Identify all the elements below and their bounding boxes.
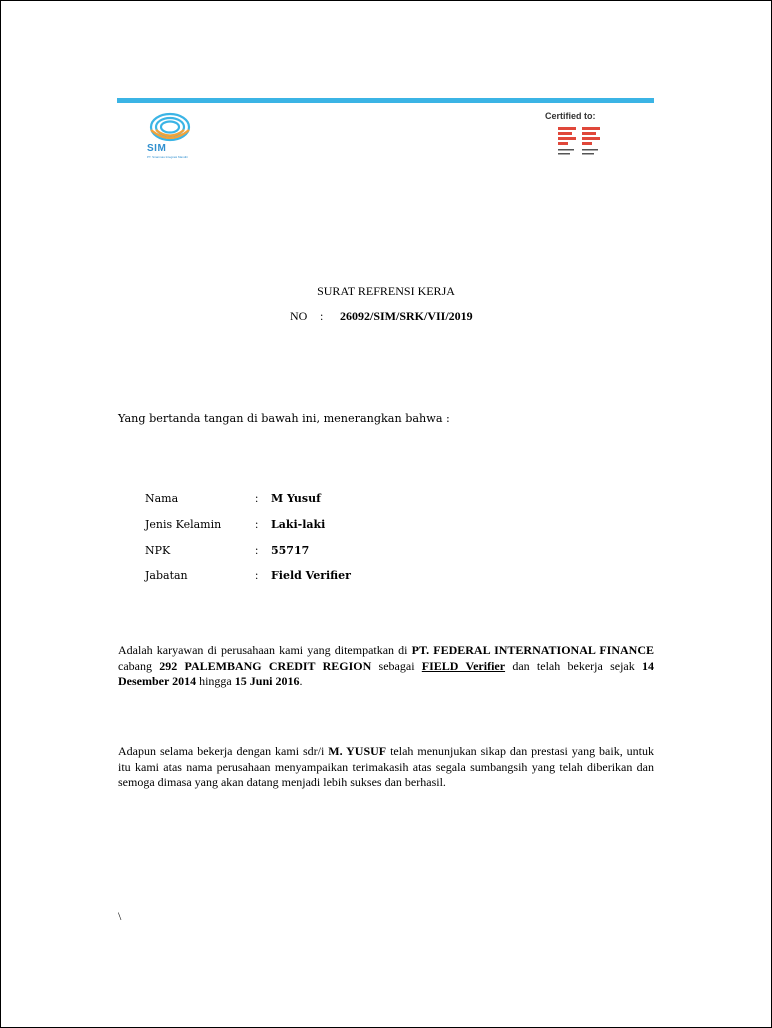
branch-name: 292 PALEMBANG CREDIT REGION: [159, 658, 372, 673]
number-label: NO: [290, 309, 308, 323]
field-nama: [145, 491, 321, 506]
logo-subtext: PT. Sinarmas Integrasi Mandiri: [147, 155, 188, 159]
p1-text: dan telah bekerja sejak: [505, 658, 642, 673]
p2-text: Adapun selama bekerja dengan kami sdr/i: [118, 744, 329, 758]
field-separator: :: [255, 543, 259, 557]
company-name: PT. FEDERAL INTERNATIONAL FINANCE: [411, 643, 655, 657]
field-label: Jenis Kelamin: [145, 518, 222, 531]
p1-text: Adalah karyawan di perusahaan kami yang ditempatkan di: [118, 643, 412, 657]
employee-name: M. YUSUF: [328, 744, 387, 758]
end-date: 15 Juni 2016: [234, 674, 300, 688]
field-npk: [145, 543, 309, 558]
start-date: 14 Desember 2014: [118, 658, 654, 688]
field-jenis-kelamin: [145, 517, 325, 532]
certified-label: Certified to:: [545, 111, 596, 121]
trailing-mark: \: [118, 909, 122, 923]
certification-badges-icon: [556, 125, 604, 161]
employment-paragraph: [118, 643, 654, 690]
field-value: M Yusuf: [271, 492, 321, 505]
logo-text: SIM: [147, 143, 167, 154]
number-value: 26092/SIM/SRK/VII/2019: [340, 309, 473, 323]
field-label: Jabatan: [145, 569, 188, 582]
letter-number: [290, 309, 473, 324]
p1-text: cabang: [118, 658, 160, 673]
field-value: 55717: [271, 544, 310, 557]
p1-text: hingga: [196, 674, 235, 688]
position-name: FIELD Verifier: [421, 658, 506, 673]
sim-logo-icon: [141, 110, 201, 170]
field-separator: :: [255, 491, 259, 505]
letter-title: SURAT REFRENSI KERJA: [317, 284, 455, 298]
field-separator: :: [255, 517, 259, 531]
field-label: Nama: [145, 492, 179, 505]
field-separator: :: [255, 568, 259, 582]
number-separator: :: [320, 309, 324, 323]
p1-text: .: [299, 674, 303, 688]
field-jabatan: [145, 568, 351, 583]
p2-text: telah menunjukan sikap dan prestasi yang baik, untuk itu kami atas nama perusahaan menyampaikan terimakasih atas segala sumbangsih yang telah diberikan dan semoga dimasa yang akan datang menjadi lebih sukses dan berhasil.: [118, 744, 654, 789]
header-accent-bar: [117, 98, 654, 103]
p1-text: sebagai: [371, 658, 422, 673]
field-value: Laki-laki: [271, 518, 326, 531]
field-label: NPK: [145, 544, 171, 557]
field-value: Field Verifier: [271, 569, 351, 582]
appreciation-paragraph: [118, 744, 654, 791]
intro-text: Yang bertanda tangan di bawah ini, menerangkan bahwa :: [118, 412, 450, 425]
